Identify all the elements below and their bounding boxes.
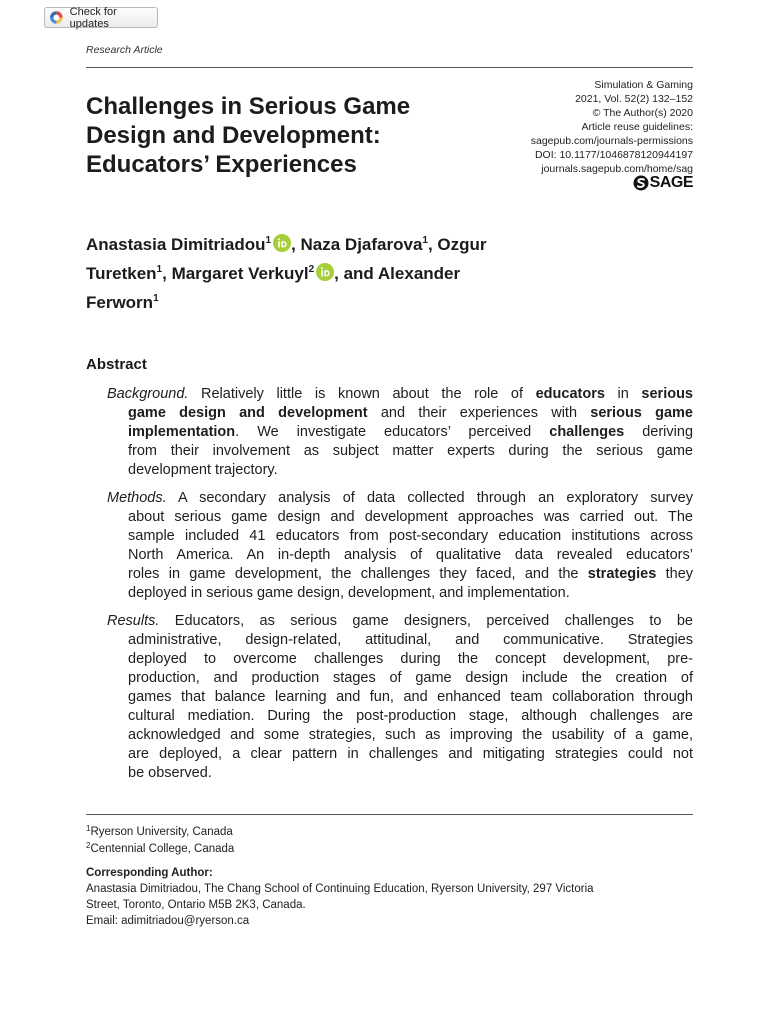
orcid-icon[interactable]: [273, 234, 291, 252]
abstract-line: are deployed, a clear pattern in challenges and mitigating strategies could not: [128, 746, 693, 762]
title-line: Educators’ Experiences: [86, 151, 357, 178]
abstract-text: they: [656, 566, 694, 582]
author-separator: ,: [291, 235, 301, 254]
publisher-name: SAGE: [649, 174, 693, 191]
abstract-line: [107, 489, 693, 508]
abstract-line: administrative, design-related, attitudinal, and communicative. Strategies: [128, 632, 693, 648]
journal-name: Simulation & Gaming: [594, 79, 693, 91]
author-line: [86, 232, 487, 261]
journal-copyright: © The Author(s) 2020: [592, 107, 693, 119]
author-affiliation-mark: 2: [308, 264, 315, 275]
abstract-text: in: [604, 386, 642, 402]
corresponding-heading: Corresponding Author:: [86, 867, 213, 879]
article-type: Research Article: [86, 44, 163, 56]
check-for-updates-badge[interactable]: [44, 7, 158, 28]
section-label: Results.: [107, 613, 160, 629]
author-name: Alexander: [377, 264, 461, 283]
author-line: [86, 290, 487, 319]
header-rule: [86, 67, 693, 68]
check-for-updates-icon: [49, 10, 64, 25]
journal-info: [531, 78, 693, 176]
author-name: Margaret Verkuyl: [171, 264, 309, 283]
affiliations: [86, 824, 234, 858]
abstract-line: [107, 565, 693, 584]
abstract-line: games that balance learning and fun, and enhanced team collaboration through: [128, 689, 693, 705]
journal-reuse: Article reuse guidelines:: [581, 121, 693, 133]
abstract-line: acknowledged and some strategies, such as improving the usability of a game,: [128, 727, 693, 743]
keyword: challenges: [549, 424, 625, 440]
abstract-text: and their experiences with: [367, 405, 591, 421]
footnote-rule: [86, 814, 693, 815]
affiliation-line: [86, 841, 234, 858]
orcid-icon[interactable]: [316, 263, 334, 281]
author-separator: , and: [334, 264, 378, 283]
abstract-text: deriving: [624, 424, 694, 440]
abstract-line: be observed.: [128, 765, 212, 781]
author-name: Turetken: [86, 264, 157, 283]
abstract-text: . We investigate educators’ perceived: [235, 424, 550, 440]
keyword: serious game: [590, 405, 693, 421]
abstract-text: A secondary analysis of data collected through an exploratory survey: [166, 490, 693, 506]
affiliation-text: Centennial College, Canada: [90, 843, 235, 855]
author-list: [86, 232, 487, 319]
section-label: Background.: [107, 386, 189, 402]
section-label: Methods.: [107, 490, 167, 506]
author-separator: ,: [427, 235, 438, 254]
sage-logo-icon: [633, 175, 649, 191]
author-name: Naza Djafarova: [300, 235, 423, 254]
title-line: Design and Development:: [86, 122, 381, 149]
abstract-methods: [107, 489, 693, 603]
abstract-heading: Abstract: [86, 356, 147, 373]
corresponding-email[interactable]: Email: adimitriadou@ryerson.ca: [86, 915, 250, 927]
keyword: serious: [641, 386, 694, 402]
affiliation-text: Ryerson University, Canada: [90, 826, 233, 838]
affiliation-mark: 1: [86, 824, 91, 833]
author-affiliation-mark: 1: [156, 264, 163, 275]
abstract-line: [107, 404, 693, 423]
abstract-results: [107, 612, 693, 783]
author-name: Ozgur: [437, 235, 487, 254]
author-name: Ferworn: [86, 293, 154, 312]
title-line: Challenges in Serious Game: [86, 93, 411, 120]
publisher-logo: [633, 174, 693, 192]
abstract-line: from their involvement as subject matter experts during the serious game: [128, 443, 693, 459]
author-affiliation-mark: 1: [265, 235, 272, 246]
abstract-text: Educators, as serious game designers, perceived challenges to be: [159, 613, 693, 629]
abstract-line: deployed in serious game design, development, and implementation.: [128, 585, 570, 601]
abstract-background: [107, 385, 693, 480]
journal-volume: 2021, Vol. 52(2) 132–152: [575, 93, 693, 105]
author-separator: ,: [162, 264, 172, 283]
corresponding-address-line: Street, Toronto, Ontario M5B 2K3, Canada.: [86, 899, 306, 911]
journal-doi[interactable]: DOI: 10.1177/1046878120944197: [534, 149, 693, 161]
keyword: educators: [535, 386, 605, 402]
abstract-text: Relatively little is known about the role of: [188, 386, 536, 402]
affiliation-line: [86, 824, 234, 841]
abstract-line: North America. An in-depth analysis of qualitative data revealed educators’: [128, 547, 693, 563]
author-line: [86, 261, 487, 290]
abstract-line: [107, 385, 693, 404]
abstract-line: development trajectory.: [128, 462, 278, 478]
keyword: strategies: [587, 566, 657, 582]
author-name: Anastasia Dimitriadou: [86, 235, 266, 254]
journal-url[interactable]: journals.sagepub.com/home/sag: [541, 163, 693, 175]
keyword: game design and development: [128, 405, 368, 421]
abstract-line: production, and production stages of game design include the creation of: [128, 670, 693, 686]
corresponding-address-line: Anastasia Dimitriadou, The Chang School of Continuing Education, Ryerson University, 297 Victoria: [86, 883, 594, 895]
abstract-line: [107, 423, 693, 442]
abstract-text: roles in game development, the challenges they faced, and the: [128, 566, 588, 582]
journal-permissions-link[interactable]: sagepub.com/journals-permissions: [530, 135, 693, 147]
keyword: implementation: [128, 424, 236, 440]
check-for-updates-label: Check for updates: [69, 5, 117, 30]
abstract-line: cultural mediation. During the post-production stage, although challenges are: [128, 708, 693, 724]
author-affiliation-mark: 1: [422, 235, 428, 246]
affiliation-mark: 2: [86, 841, 91, 850]
author-affiliation-mark: 1: [153, 293, 159, 304]
abstract-line: sample included 41 educators from post-secondary education institutions across: [128, 528, 693, 544]
article-title: [86, 92, 410, 179]
abstract-line: [107, 612, 693, 631]
abstract-line: about serious game design and development approaches was carried out. The: [128, 509, 693, 525]
abstract-line: deployed to overcome challenges during the concept development, pre-: [128, 651, 693, 667]
corresponding-author: [86, 865, 594, 929]
